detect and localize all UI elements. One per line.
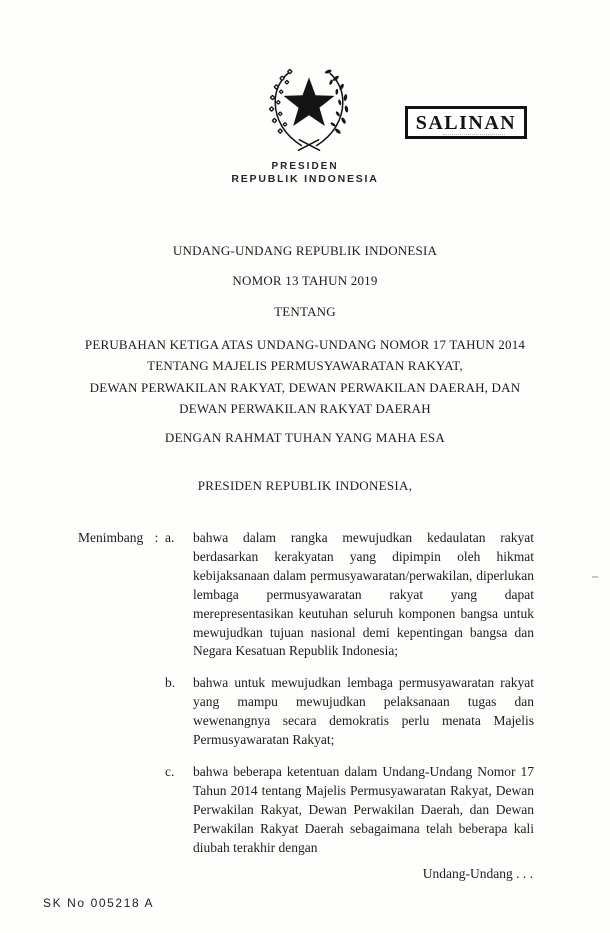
law-subject-line: PERUBAHAN KETIGA ATAS UNDANG-UNDANG NOMOR 17 TAHUN 2014 <box>84 337 526 352</box>
letterhead-republik-indonesia: REPUBLIK INDONESIA <box>231 173 379 185</box>
star-icon <box>283 77 334 126</box>
sk-number: SK No 005218 A <box>43 896 155 910</box>
item-marker: c. <box>165 763 175 779</box>
menimbang-label: Menimbang <box>78 530 144 545</box>
item-text: bahwa dalam rangka mewujudkan kedaulatan rakyat berdasarkan kerakyatan yang dipimpin oleh hikmat kebijaksanaan dalam permusyawaratan/perwakilan, diperlukan lembaga permusyawaratan rakyat yang dapat merepresentasikan keutuhan seluruh komponen bangsa untuk mewujudkan tujuan nasional demi kepentingan bangsa dan Negara Kesatuan Republik Indonesia; <box>193 530 534 659</box>
consideration-item <box>165 529 534 661</box>
item-marker: b. <box>165 675 176 691</box>
law-subject-line: DEWAN PERWAKILAN RAKYAT DAERAH <box>179 400 431 416</box>
salinan-stamp-label: SALINAN <box>415 111 517 134</box>
item-text: bahwa beberapa ketentuan dalam Undang-Undang Nomor 17 Tahun 2014 tentang Majelis Permusyawaratan Rakyat, Dewan Perwakilan Rakyat, Dewan Perwakilan Daerah, dan Dewan Perwakilan Rakyat Daerah sebagaimana telah beberapa kali diubah terakhir dengan <box>193 763 534 855</box>
letterhead-presiden: PRESIDEN <box>271 161 339 172</box>
consideration-item <box>165 763 534 858</box>
authority-line: PRESIDEN REPUBLIK INDONESIA, <box>197 478 413 493</box>
law-subject-line: DEWAN PERWAKILAN RAKYAT, DEWAN PERWAKILAN DAERAH, DAN <box>89 379 521 395</box>
presidential-seal-icon <box>261 62 357 158</box>
catchword: Undang-Undang . . . <box>422 866 533 881</box>
law-title: UNDANG-UNDANG REPUBLIK INDONESIA <box>172 243 438 258</box>
stamp-scan-artifact <box>443 134 505 135</box>
law-subject-line: TENTANG MAJELIS PERMUSYAWARATAN RAKYAT, <box>147 358 463 374</box>
law-number: NOMOR 13 TAHUN 2019 <box>232 273 378 288</box>
item-text: bahwa untuk mewujudkan lembaga permusyawaratan rakyat yang mampu mewujudkan pelaksanaan tugas dan wewenangnya secara demokratis perlu menata Majelis Permusyawaratan Rakyat; <box>193 675 534 748</box>
tentang-label: TENTANG <box>274 304 336 319</box>
consideration-item <box>165 674 534 750</box>
item-marker: a. <box>165 530 175 545</box>
title-block <box>0 243 610 419</box>
scan-artifact <box>592 576 598 578</box>
considerations-list <box>165 529 534 858</box>
invocation-line: DENGAN RAHMAT TUHAN YANG MAHA ESA <box>164 430 446 445</box>
law-subject <box>0 334 610 419</box>
considerations-section <box>78 529 534 858</box>
letterhead <box>0 161 610 186</box>
menimbang-colon: : <box>154 530 159 545</box>
